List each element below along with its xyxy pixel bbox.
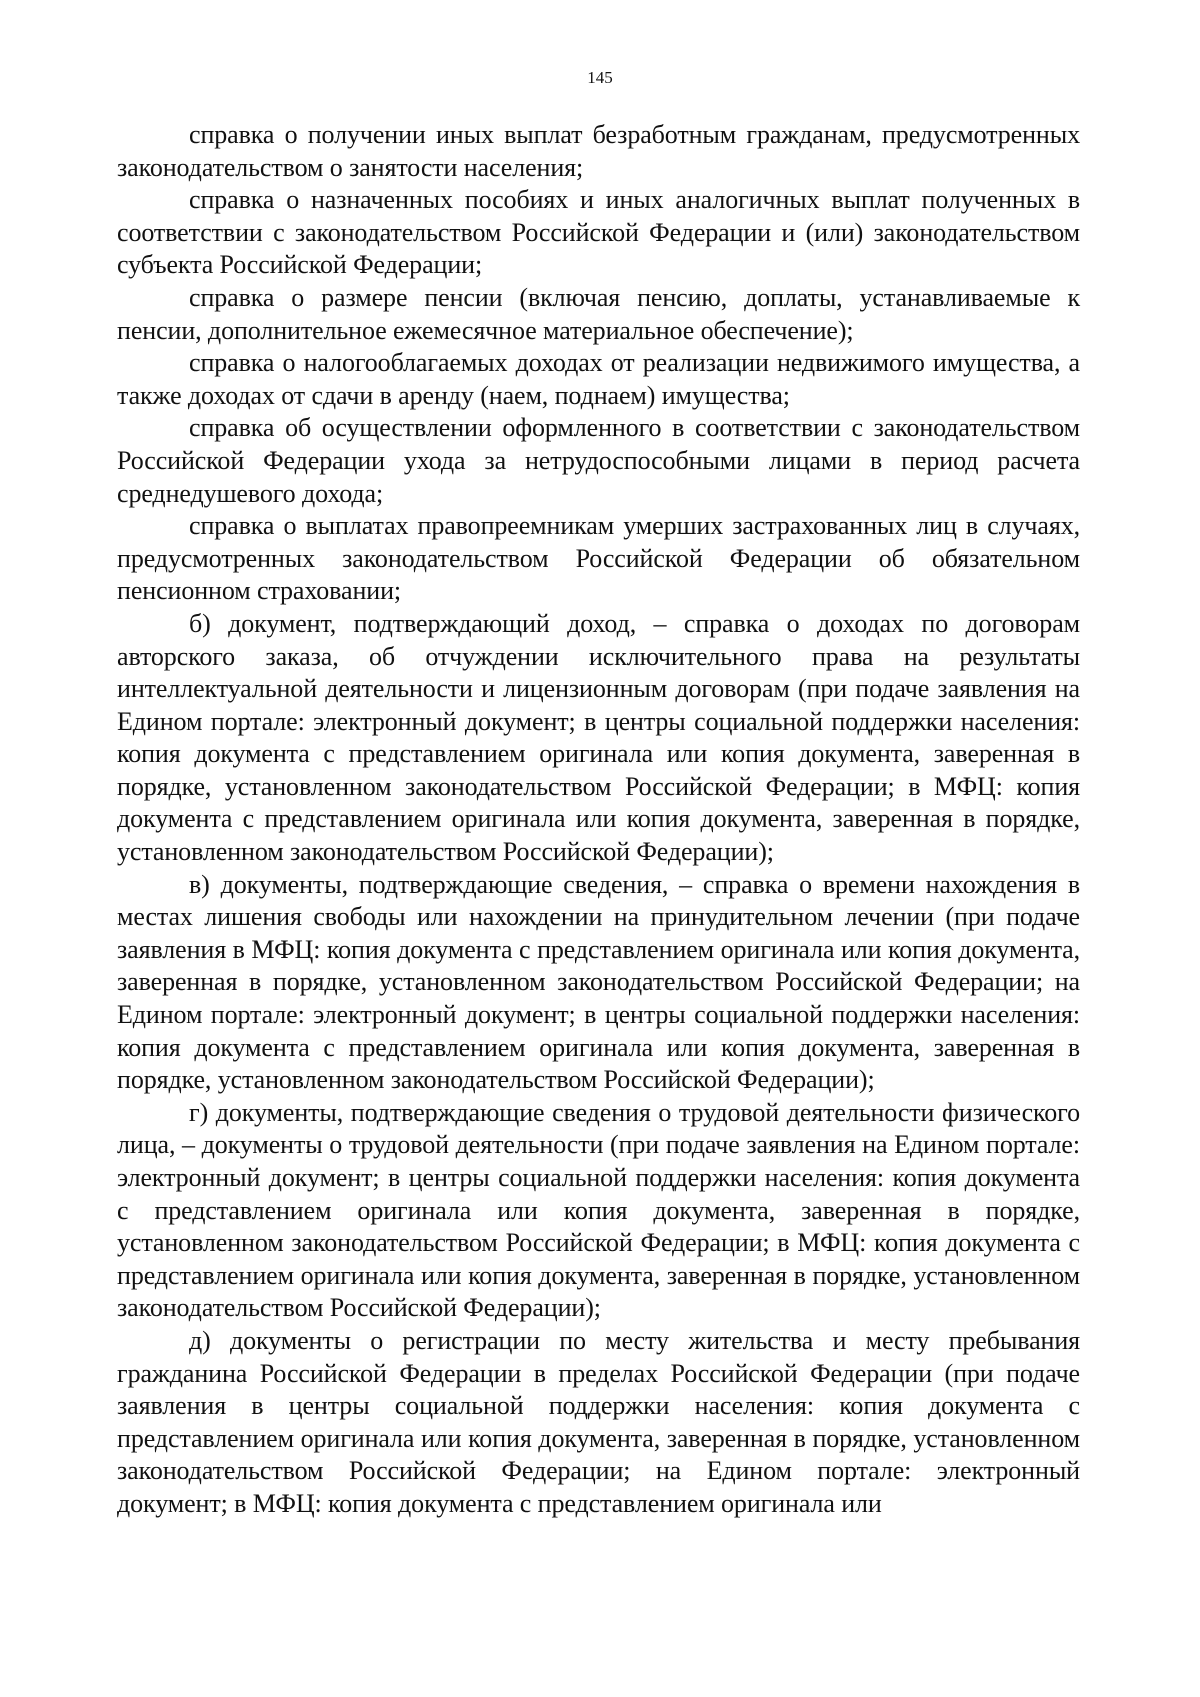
page-number: 145 <box>587 68 613 87</box>
paragraph-item-b: б) документ, подтверждающий доход, – справка о доходах по договорам авторского заказа, об отчуждении исключительного права на результаты интеллектуальной деятельности и лицензионным договорам (при подаче заявления на Едином портале: электронный документ; в центры социальной поддержки населения: копия документа с представлением оригинала или копия документа, заверенная в порядке, установленном законодательством Российской Федерации; в МФЦ: копия документа с представлением оригинала или копия документа, заверенная в порядке, установленном законодательством Российской Федерации); <box>117 608 1080 867</box>
paragraph-item-g: г) документы, подтверждающие сведения о трудовой деятельности физического лица, – документы о трудовой деятельности (при подаче заявления на Едином портале: электронный документ; в центры социальной поддержки населения: копия документа с представлением оригинала или копия документа, заверенная в порядке, установленном законодательством Российской Федерации; в МФЦ: копия документа с представлением оригинала или копия документа, заверенная в порядке, установленном законодательством Российской Федерации); <box>117 1097 1080 1323</box>
document-body <box>117 119 1080 1521</box>
paragraph-item-d: д) документы о регистрации по месту жительства и месту пребывания гражданина Российской Федерации в пределах Российской Федерации (при подаче заявления в центры социальной поддержки населения: копия документа с представлением оригинала или копия документа, заверенная в порядке, установленном законодательством Российской Федерации; на Едином портале: электронный документ; в МФЦ: копия документа с представлением оригинала или <box>117 1325 1080 1518</box>
paragraph: справка о размере пенсии (включая пенсию, доплаты, устанавливаемые к пенсии, дополнительное ежемесячное материальное обеспечение); <box>117 282 1080 345</box>
paragraph: справка о налогооблагаемых доходах от реализации недвижимого имущества, а также доходах от сдачи в аренду (наем, поднаем) имущества; <box>117 348 1080 410</box>
paragraph: справка о назначенных пособиях и иных аналогичных выплат полученных в соответствии с законодательством Российской Федерации и (или) законодательством субъекта Российской Федерации; <box>117 185 1080 280</box>
paragraph: справка о получении иных выплат безработным гражданам, предусмотренных законодательством о занятости населения; <box>117 120 1080 182</box>
paragraph-item-v: в) документы, подтверждающие сведения, – справка о времени нахождения в местах лишения свободы или нахождении на принудительном лечении (при подаче заявления в МФЦ: копия документа с представлением оригинала или копия документа, заверенная в порядке, установленном законодательством Российской Федерации; на Едином портале: электронный документ; в центры социальной поддержки населения: копия документа с представлением оригинала или копия документа, заверенная в порядке, установленном законодательством Российской Федерации); <box>117 869 1080 1095</box>
paragraph: справка о выплатах правопреемникам умерших застрахованных лиц в случаях, предусмотренных законодательством Российской Федерации об обязательном пенсионном страховании; <box>117 511 1080 606</box>
paragraph: справка об осуществлении оформленного в соответствии с законодательством Российской Федерации ухода за нетрудоспособными лицами в период расчета среднедушевого дохода; <box>117 413 1080 508</box>
